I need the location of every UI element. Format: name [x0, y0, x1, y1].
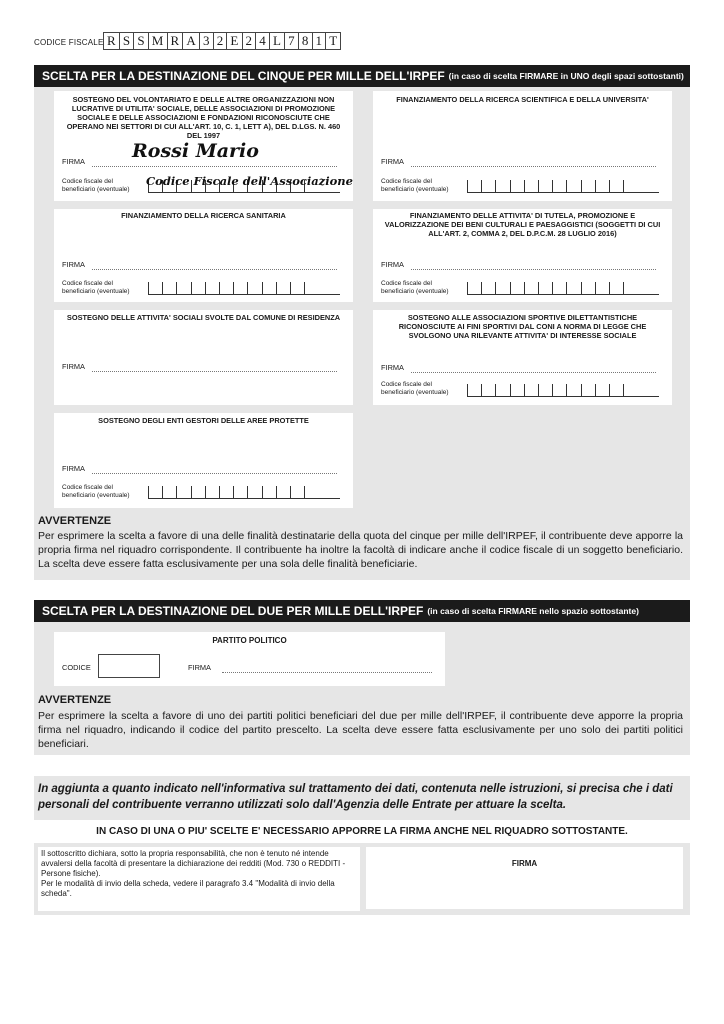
cf-char: 8	[298, 33, 312, 49]
cell-divider	[538, 282, 539, 294]
cell-divider	[247, 486, 248, 498]
cell-divider	[247, 282, 248, 294]
codice-partito-input[interactable]	[98, 654, 160, 678]
cell-divider	[304, 282, 305, 294]
cell-divider	[524, 384, 525, 396]
cell-divider	[524, 282, 525, 294]
firma-label: FIRMA	[62, 260, 85, 269]
firma-line[interactable]	[222, 672, 432, 673]
firma-label: FIRMA	[62, 464, 85, 473]
cf-char: T	[325, 33, 341, 49]
cell-divider	[581, 180, 582, 192]
cell-divider	[595, 282, 596, 294]
due-avvertenze-title: AVVERTENZE	[38, 694, 112, 706]
cf-char: M	[148, 33, 167, 49]
box-aree-protette-title: SOSTEGNO DEGLI ENTI GESTORI DELLE AREE PROTETTE	[98, 416, 309, 425]
cell-divider	[304, 486, 305, 498]
cell-divider	[481, 180, 482, 192]
final-firma-label: FIRMA	[511, 859, 538, 868]
cf-char: A	[182, 33, 199, 49]
cell-divider	[191, 282, 192, 294]
cell-divider	[276, 282, 277, 294]
box-comune-title: SOSTEGNO DELLE ATTIVITA' SOCIALI SVOLTE DAL COMUNE DI RESIDENZA	[66, 313, 341, 322]
cell-divider	[510, 384, 511, 396]
firma-line[interactable]	[411, 269, 656, 270]
cell-divider	[481, 384, 482, 396]
cell-divider	[467, 282, 468, 294]
cinque-per-mille-header	[34, 65, 690, 87]
box-partito-politico	[54, 632, 445, 686]
cell-divider	[219, 486, 220, 498]
cf-char: S	[133, 33, 147, 49]
cell-divider	[538, 180, 539, 192]
firma-label: FIRMA	[381, 157, 404, 166]
cell-divider	[290, 486, 291, 498]
cell-divider	[538, 384, 539, 396]
firma-line[interactable]	[411, 166, 656, 167]
cell-divider	[276, 486, 277, 498]
cell-divider	[495, 384, 496, 396]
cell-divider	[595, 384, 596, 396]
firma-line[interactable]	[92, 166, 337, 167]
box-beni-culturali-title: FINANZIAMENTO DELLE ATTIVITA' DI TUTELA, PROMOZIONE E VALORIZZAZIONE DEI BENI CULTURALI E PAESAGGISTICI (SOGGETTI DI CUI ALL'ART. 2, COMMA 2, DEL D.P.C.M. 28 LUGLIO 2016)	[384, 211, 661, 238]
box-ricerca-sanitaria	[54, 209, 353, 302]
box-comune	[54, 310, 353, 405]
firma-label: FIRMA	[62, 157, 85, 166]
cell-divider	[623, 384, 624, 396]
cf-beneficiario-label: Codice fiscale del beneficiario (eventuale)	[381, 178, 449, 193]
cell-divider	[481, 282, 482, 294]
cell-divider	[191, 486, 192, 498]
cell-divider	[524, 180, 525, 192]
cell-divider	[467, 384, 468, 396]
cell-divider	[552, 282, 553, 294]
cell-divider	[552, 384, 553, 396]
firma-line[interactable]	[92, 371, 337, 372]
cell-divider	[581, 282, 582, 294]
firma-label: FIRMA	[381, 260, 404, 269]
cell-divider	[495, 180, 496, 192]
cell-divider	[262, 282, 263, 294]
due-subtitle: (in caso di scelta FIRMARE nello spazio sottostante)	[427, 606, 639, 616]
cell-divider	[609, 180, 610, 192]
cf-char: 2	[242, 33, 256, 49]
cell-divider	[566, 282, 567, 294]
cf-char: 4	[255, 33, 269, 49]
declaration-box	[38, 847, 360, 911]
firma-required-note: IN CASO DI UNA O PIU' SCELTE E' NECESSARIO APPORRE LA FIRMA ANCHE NEL RIQUADRO SOTTOSTANTE.	[96, 826, 628, 837]
cf-beneficiario-label: Codice fiscale del beneficiario (eventuale)	[381, 381, 449, 396]
box-ricerca-scientifica	[373, 91, 672, 201]
due-avvertenze-text: Per esprimere la scelta a favore di uno dei partiti politici beneficiari del due per mille dell'IRPEF, il contribuente deve apporre la propria firma nel riquadro, indicando il codice del partito prescelto. La scelta deve essere fatta esclusivamente per uno solo dei partiti politici beneficiari.	[38, 710, 683, 750]
codice-label: CODICE	[62, 663, 91, 672]
box-sportive-title: SOSTEGNO ALLE ASSOCIAZIONI SPORTIVE DILETTANTISTICHE RICONOSCIUTE AI FINI SPORTIVI DAL CONI A NORMA DI LEGGE CHE SVOLGONO UNA RILEVANTE ATTIVITA' DI INTERESSE SOCIALE	[398, 313, 647, 340]
cf-beneficiario-label: Codice fiscale del beneficiario (eventuale)	[381, 280, 449, 295]
codice-fiscale-value[interactable]	[103, 32, 341, 50]
firma-line[interactable]	[92, 269, 337, 270]
box-beni-culturali	[373, 209, 672, 302]
cell-divider	[219, 282, 220, 294]
cf-beneficiario-cells[interactable]	[467, 384, 659, 397]
privacy-note: In aggiunta a quanto indicato nell'informativa sul trattamento dei dati, contenuta nelle istruzioni, si precisa che i dati personali del contribuente verranno utilizzati solo dall'Agenzia delle Entrate per attuare la scelta.	[38, 783, 673, 811]
cell-divider	[176, 486, 177, 498]
handwritten-beneficiary-cf: Codice Fiscale dell'Associazione	[146, 174, 353, 188]
cinque-subtitle: (in caso di scelta FIRMARE in UNO degli spazi sottostanti)	[448, 71, 684, 81]
cell-divider	[148, 486, 149, 498]
partito-politico-title: PARTITO POLITICO	[212, 636, 287, 645]
box-volontariato-title: SOSTEGNO DEL VOLONTARIATO E DELLE ALTRE ORGANIZZAZIONI NON LUCRATIVE DI UTILITA' SOCIALE, DELLE ASSOCIAZIONI DI PROMOZIONE SOCIALE E DELLE ASSOCIAZIONI E FONDAZIONI RICONOSCIUTE CHE OPERANO NEI SETTORI DI CUI ALL'ART. 10, C. 1, LETT A), DEL D.LGS. N. 460 DEL 1997	[66, 95, 341, 140]
box-ricerca-sanitaria-title: FINANZIAMENTO DELLA RICERCA SANITARIA	[121, 211, 286, 220]
cf-char: S	[119, 33, 133, 49]
cell-divider	[623, 282, 624, 294]
cell-divider	[148, 282, 149, 294]
firma-label: FIRMA	[188, 663, 211, 672]
cell-divider	[176, 282, 177, 294]
cinque-avvertenze-text: Per esprimere la scelta a favore di una delle finalità destinatarie della quota del cinque per mille dell'IRPEF, il contribuente deve apporre la propria firma nel riquadro corrispondente. Il contribuente ha inoltre la facoltà di indicare anche il codice fiscale di un soggetto beneficiario. La scelta deve essere fatta esclusivamente per una sola delle finalità beneficiarie.	[38, 530, 683, 570]
cinque-avvertenze-title: AVVERTENZE	[38, 515, 112, 527]
cf-char: 3	[199, 33, 213, 49]
cf-beneficiario-label: Codice fiscale del beneficiario (eventuale)	[62, 178, 130, 193]
cell-divider	[581, 384, 582, 396]
handwritten-signature: Rossi Mario	[132, 140, 259, 162]
cell-divider	[162, 282, 163, 294]
box-ricerca-scientifica-title: FINANZIAMENTO DELLA RICERCA SCIENTIFICA E DELLA UNIVERSITA'	[396, 95, 649, 104]
cell-divider	[609, 282, 610, 294]
cell-divider	[205, 486, 206, 498]
cf-beneficiario-label: Codice fiscale del beneficiario (eventuale)	[62, 280, 130, 295]
declaration-text: Il sottoscritto dichiara, sotto la propria responsabilità, che non è tenuto né intende avvalersi della facoltà di presentare la dichiarazione dei redditi (Mod. 730 o REDDITI - Persone fisiche). Per le modalità di invio della scheda, vedere il paragrafo 3.4 "Modalità di invio della scheda".	[41, 849, 346, 898]
cf-beneficiario-cells[interactable]	[467, 180, 659, 193]
cell-divider	[233, 486, 234, 498]
cell-divider	[510, 180, 511, 192]
cell-divider	[609, 384, 610, 396]
cell-divider	[566, 180, 567, 192]
firma-label: FIRMA	[381, 363, 404, 372]
cell-divider	[595, 180, 596, 192]
box-volontariato	[54, 91, 353, 201]
cell-divider	[495, 282, 496, 294]
cf-beneficiario-cells[interactable]	[467, 282, 659, 295]
cell-divider	[290, 282, 291, 294]
final-signature-box[interactable]	[366, 847, 683, 909]
firma-label: FIRMA	[62, 362, 85, 371]
firma-line[interactable]	[411, 372, 656, 373]
cell-divider	[510, 282, 511, 294]
cell-divider	[552, 180, 553, 192]
due-per-mille-header	[34, 600, 690, 622]
cf-beneficiario-label: Codice fiscale del beneficiario (eventuale)	[62, 484, 130, 499]
cf-beneficiario-cells[interactable]	[148, 282, 340, 295]
cell-divider	[205, 282, 206, 294]
cell-divider	[623, 180, 624, 192]
firma-line[interactable]	[92, 473, 337, 474]
cell-divider	[233, 282, 234, 294]
box-aree-protette	[54, 413, 353, 508]
cf-char: 1	[312, 33, 326, 49]
cf-char: E	[226, 33, 241, 49]
codice-fiscale-label: CODICE FISCALE	[34, 38, 104, 47]
box-sportive	[373, 310, 672, 405]
cf-char: 2	[213, 33, 227, 49]
cinque-title: SCELTA PER LA DESTINAZIONE DEL CINQUE PER MILLE DELL'IRPEF	[42, 69, 445, 83]
cf-char: L	[269, 33, 284, 49]
cell-divider	[162, 486, 163, 498]
cf-beneficiario-cells[interactable]	[148, 486, 340, 499]
cell-divider	[566, 384, 567, 396]
cf-char: 7	[284, 33, 298, 49]
cf-char: R	[103, 33, 119, 49]
cell-divider	[467, 180, 468, 192]
cf-char: R	[167, 33, 183, 49]
cell-divider	[262, 486, 263, 498]
due-title: SCELTA PER LA DESTINAZIONE DEL DUE PER MILLE DELL'IRPEF	[42, 604, 424, 618]
